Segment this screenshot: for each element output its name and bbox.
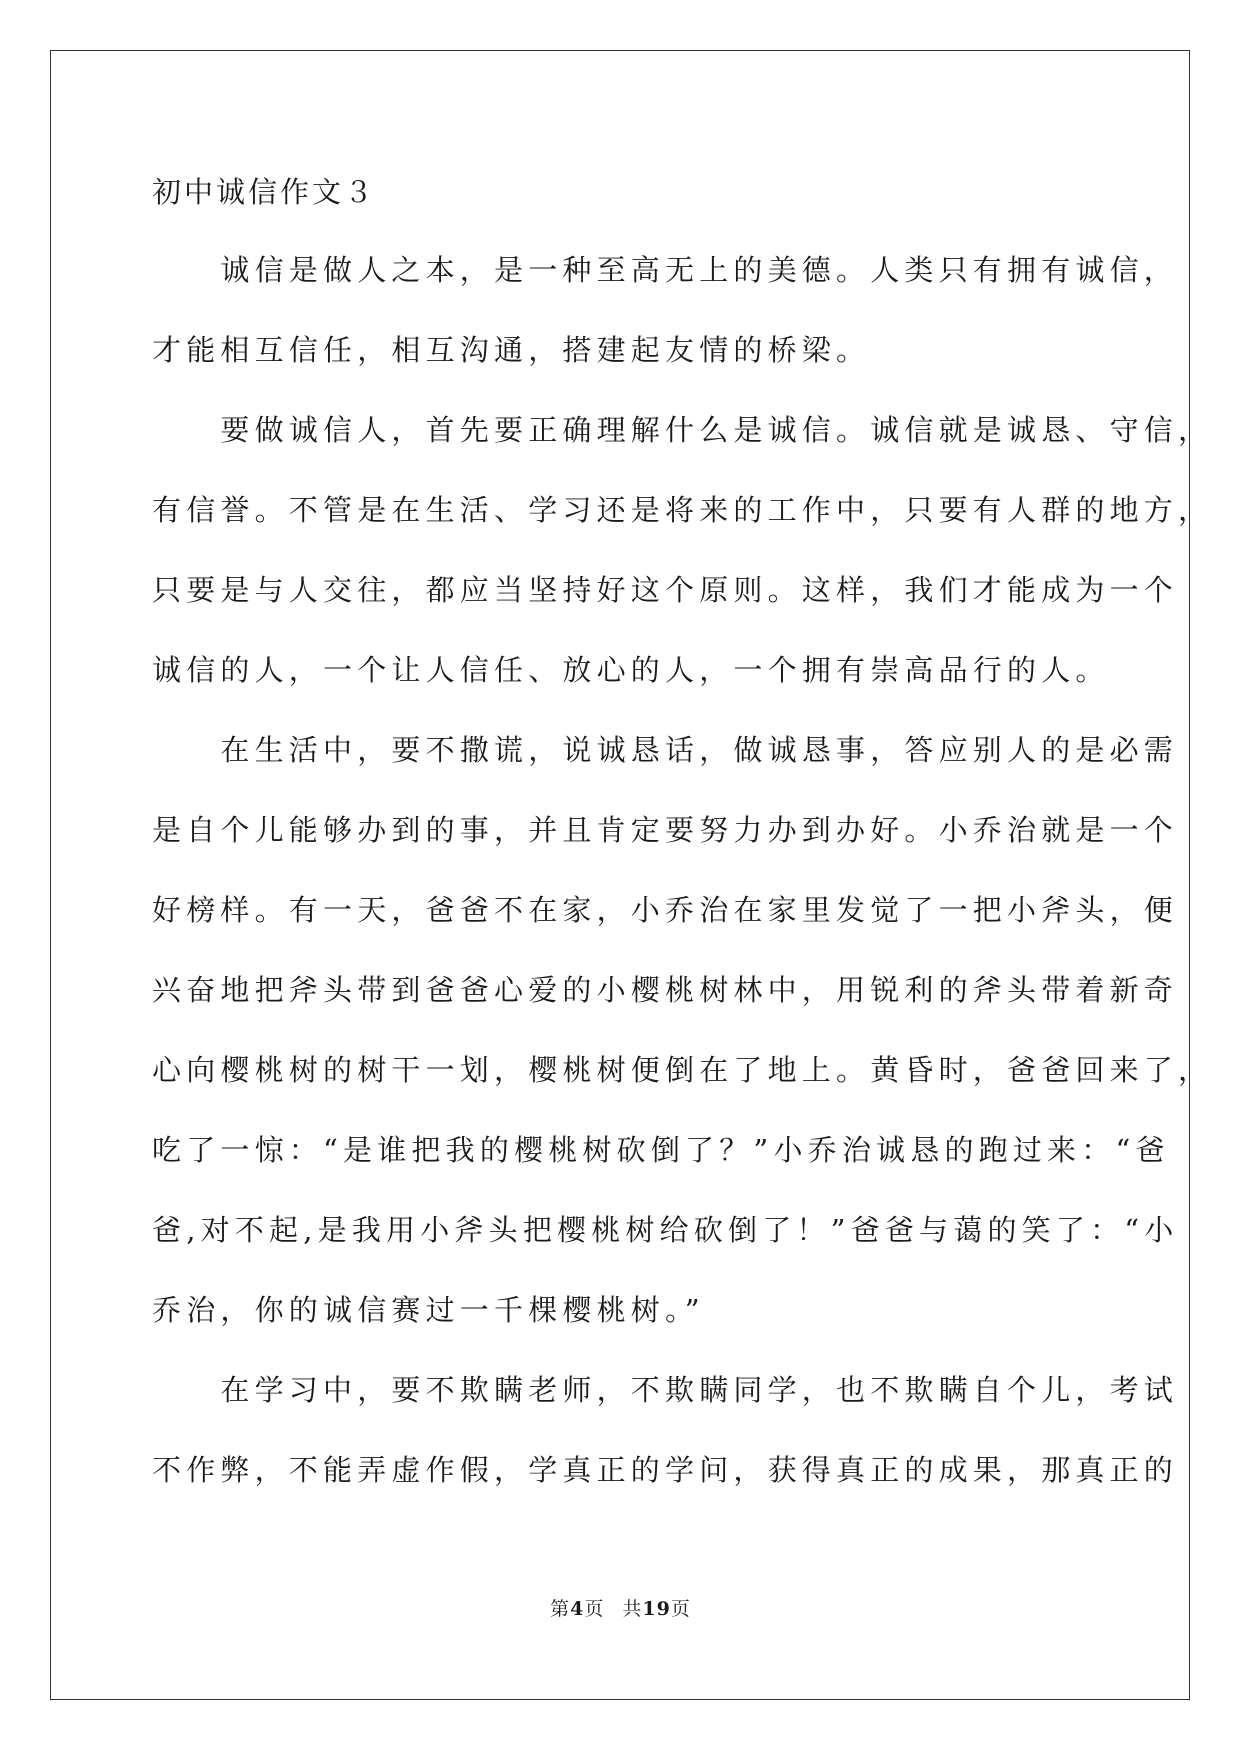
footer-page-suffix: 页 bbox=[584, 1598, 605, 1620]
body-line: 只要是与人交往，都应当坚持好这个原则。这样，我们才能成为一个 bbox=[152, 573, 1179, 607]
body-line: 在学习中，要不欺瞒老师，不欺瞒同学，也不欺瞒自个儿，考试 bbox=[152, 1373, 1179, 1407]
body-line: 爸,对不起,是我用小斧头把樱桃树给砍倒了！”爸爸与蔼的笑了：“小 bbox=[152, 1213, 1179, 1247]
body-line: 吃了一惊：“是谁把我的樱桃树砍倒了？”小乔治诚恳的跑过来：“爸 bbox=[152, 1133, 1170, 1167]
footer-page-number: 4 bbox=[570, 1598, 585, 1620]
body-line: 诚信是做人之本，是一种至高无上的美德。人类只有拥有诚信， bbox=[152, 253, 1179, 287]
body-line: 才能相互信任，相互沟通，搭建起友情的桥梁。 bbox=[152, 333, 871, 367]
body-line: 兴奋地把斧头带到爸爸心爱的小樱桃树林中，用锐利的斧头带着新奇 bbox=[152, 973, 1179, 1007]
body-line: 有信誉。不管是在生活、学习还是将来的工作中，只要有人群的地方， bbox=[152, 493, 1213, 527]
body-line: 在生活中，要不撒谎，说诚恳话，做诚恳事，答应别人的是必需 bbox=[152, 733, 1179, 767]
footer-total-prefix: 共 bbox=[622, 1598, 643, 1620]
page-footer bbox=[0, 1597, 1241, 1621]
body-line: 要做诚信人，首先要正确理解什么是诚信。诚信就是诚恳、守信， bbox=[152, 413, 1213, 447]
footer-prefix: 第 bbox=[550, 1598, 571, 1620]
body-line: 心向樱桃树的树干一划，樱桃树便倒在了地上。黄昏时，爸爸回来了， bbox=[152, 1053, 1213, 1087]
body-line: 乔治，你的诚信赛过一千棵樱桃树。” bbox=[152, 1293, 705, 1327]
body-line: 好榜样。有一天，爸爸不在家，小乔治在家里发觉了一把小斧头，便 bbox=[152, 893, 1179, 927]
document-title: 初中诚信作文３ bbox=[152, 175, 377, 209]
footer-total-pages: 19 bbox=[642, 1598, 671, 1620]
body-line: 诚信的人，一个让人信任、放心的人，一个拥有崇高品行的人。 bbox=[152, 653, 1110, 687]
body-line: 是自个儿能够办到的事，并且肯定要努力办到办好。小乔治就是一个 bbox=[152, 813, 1179, 847]
body-line: 不作弊，不能弄虚作假，学真正的学问，获得真正的成果，那真正的 bbox=[152, 1453, 1179, 1487]
footer-total-suffix: 页 bbox=[670, 1598, 691, 1620]
